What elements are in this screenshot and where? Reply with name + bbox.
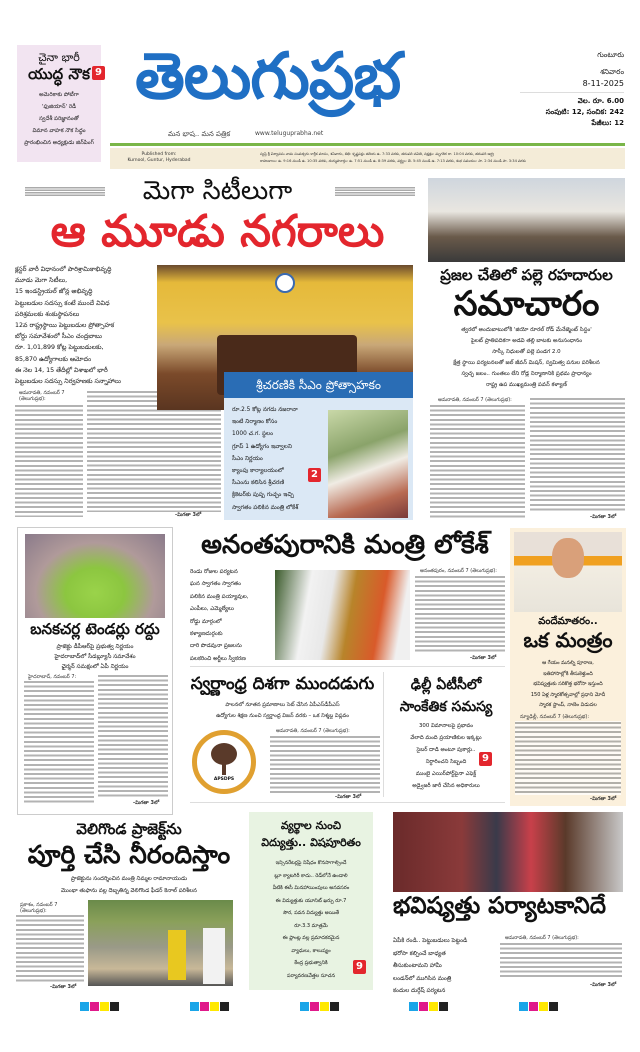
highlight: క్లస్టర్ వారీ విధానంలో పారిశ్రామికాభివృద్ధి [15,266,112,273]
subhead: ఛైర్మన్ సమక్షంలో ఏపీ నిర్ణయం [61,664,129,670]
page-badge: 9 [92,66,105,80]
bullet: స్వాగతం పలికిన మంత్రి లోకేశ్ [232,504,299,511]
bullet: వీటికి ఈసీ మినహాయింపులు అనవసరం [272,885,350,891]
highlight: 12వ రాష్ట్రస్థాయి పెట్టుబడుల ప్రోత్సాహక [15,322,115,330]
bullet: భరోసా కల్పించే బాధ్యత [393,950,446,957]
registration-mark [409,996,449,1015]
subhead: పాలనలో నూతన ప్రమాణాలు సెట్ చేసిన ఏపీఎస్‌డీపీఎస్ [225,702,340,708]
bullet: రెండు రోజుల పర్యటన [190,569,238,575]
edition-city: గుంటూరు [597,51,624,59]
subhead: ఇతిహాసాల్లోకి తీసుకెళ్తుంది [543,670,593,677]
published-cities: Kurnool, Guntur, Hyderabad [127,158,191,163]
subhead: సాస్కీ నిధులతో పల్లె పండగ 2.0 [492,349,561,355]
promo-title: చైనా భారీ [38,51,80,64]
veligonda-headline: పూర్తి చేసి నీరందిస్తాం [27,840,231,869]
registration-mark [519,996,559,1015]
promo-line: విమాన వాహక నౌక సిద్ధం [32,128,86,134]
bullet: ఇంటి నిర్మాణం కోసం [232,419,278,426]
logo: తెలుగుప్రభ [135,40,401,114]
continued-link[interactable]: -మిగతా 3లో [470,655,497,661]
subhead: స్వచ్ఛ జలం.. గుంతలు లేని రోడ్ల నిర్మాణానికి ప్రథమ ప్రాధాన్యం [461,371,592,377]
edition-date: 8-11-2025 [520,78,624,93]
highlight: పెట్టుబడుల సదస్సు కంటే ముందే వివిధ [15,299,110,307]
published-from [114,152,204,164]
bullet: పర్యావరణవేత్తల సూచన [287,972,335,979]
banakacherla-subs [18,642,172,672]
sricharani-box[interactable] [224,372,413,520]
bullet: క్రికెటర్‌కు పుష్ప గుచ్ఛం ఇచ్చి [232,492,294,499]
subhead: ఆ గేయం మనల్ని పూరాణ, [542,660,594,666]
continued-link[interactable]: -మిగతా 3లో [590,982,617,988]
edition-info [520,50,624,129]
bullet: గ్రూప్ 1 ఉద్యోగం ఇవ్వాలని [232,443,292,450]
delhi-headline [385,674,507,718]
divider [190,802,505,803]
body-text [415,575,505,653]
subhead: 150 ఏళ్ల స్మారకోత్సవాల్లో ప్రధాని మోదీ [530,691,606,698]
banakacherla-story[interactable] [17,527,173,815]
bullet: సౌర, పవన విద్యుత్తు అయితే [282,910,340,916]
person-shape [168,930,186,980]
bullet: క్యాంపు కార్యాలయంలో [232,468,284,475]
bullet: సీఎం నిర్ణయం [232,455,263,462]
bullet: సీఎంను కలిసిన శ్రీచరణి [232,480,285,487]
bullet: ఇన్సినరేటర్లపై నిషేధం కొనసాగాల్సిందే [275,860,347,866]
divider [383,672,384,797]
registration-mark [80,996,120,1015]
pages: పేజీలు: 12 [591,119,624,127]
highlight: ఈ నెల 14, 15 తేదీల్లో విశాఖలో భారీ [15,366,108,374]
panchayat-meeting-photo [428,178,625,262]
registration-mark [190,996,230,1015]
roads-headline: సమాచారం [453,284,600,324]
subhead: పైలట్ ప్రాతిపదికగా అడవి తల్లి బాటకు అనుసంధానం [470,338,583,344]
swarnandhra-headline: స్వర్ణాంధ్ర దిశగా ముందడుగు [190,674,375,694]
bullet: అడ్వైజరీ జారీ చేసిన అధికారులు [412,783,480,789]
tagline: మన భాష.. మన పత్రిక [168,130,231,138]
highlight: పెట్టుబడుల సదస్సు నిర్వహణకు సన్నాహాలు [15,378,121,386]
roads-subs [428,325,625,391]
continued-link[interactable]: -మిగతా 3లో [175,512,202,518]
page-badge: 9 [479,752,492,766]
promo-lines [17,89,101,149]
swarnandhra-subs [185,700,380,722]
body-text [500,942,622,980]
lead-headline: ఆ మూడు నగరాలు [50,206,385,257]
roads-kicker: ప్రజల చేతిలో పల్లె రహదారుల [440,266,613,284]
headline-line: వ్యర్థాల నుంచి [280,819,342,832]
bullet: 300 విమానాలపై ప్రభావం [418,723,474,729]
promo-line: 'ఫుజియాన్' రెడీ [41,104,77,110]
price: వెల. రూ. 6.00 [577,97,624,105]
logo-text: APSDPS [213,777,235,782]
tourism-dateline: అమరావతి, నవంబర్ 7 (తెలుగుప్రభ): [505,935,579,941]
bullet: సైబర్ దాడి అంటూ పుకార్లు.. [416,747,476,753]
bullet: పలికిన మంత్రి పయ్యావుల, [190,593,249,600]
lead-highlights [15,264,155,387]
bullet: కళ్యాణదుర్గంకు [190,631,223,638]
info-bar [110,148,625,169]
headline-line: ఢిల్లీ ఏటీసీలో [410,677,482,693]
bullet: ఎంపీలు, ఎమ్మెల్యేలు [190,606,234,613]
headline-line: సాంకేతిక సమస్య [399,699,493,715]
subhead: ప్రాజెక్టు డీపీఆర్‌పై ప్రభుత్వ నిర్ణయం [56,644,134,650]
vandemataram-headline: ఒక మంత్రం [523,628,613,652]
highlight: మూడు మెగా సిటీలు, [15,277,68,285]
highlight: బోర్డు సమావేశంలో సీఎం చంద్రబాబు [15,333,102,341]
bullet: రూ.2.5 కోట్ల నగదు నజరానా [232,407,298,413]
subhead: భవిష్యత్తుకు సరికొత్త భరోసా ఇస్తుంది [533,681,603,687]
bullet: ఏపీకి రండి.. పెట్టుబడులు పెట్టండి [393,938,468,944]
vandemataram-kicker: వందేమాతరం.. [538,616,598,627]
green-rule [110,143,625,146]
body-text [15,404,83,517]
continued-link[interactable]: -మిగతా 3లో [590,796,617,802]
bullet: దారి పొడవునా ప్రజలను [190,643,242,650]
bullet: వేలాది మంది ప్రయాణికుల ఇక్కట్లు [410,735,482,741]
body-text [24,680,94,805]
person-shape [203,928,225,984]
promo-line: స్వదేశీ పరిజ్ఞానంతో [39,116,79,122]
body-text [98,674,168,798]
panchangam-line: స్వస్తి శ్రీ విశ్వావసు నామ సంవత్సరం కార్తీక మాసం, శనివారం, తిథి: కృష్ణపక్షం తదియ ఉ. 7:33 వరకు, తదుపరి చవితి, నక్షత్రం: మృగశిర రా. 10:04 వరకు, తదుపరి ఆర్ద్ర [260,152,495,156]
bullet: వ్యాధులు, కాలుష్యం [291,947,331,954]
body-text [515,721,621,795]
swarnandhra-dateline: అమరావతి, నవంబర్ 7 (తెలుగుప్రభ): [276,728,350,734]
highlight: 15 ఇండస్ట్రియల్ జోన్ల అభివృద్ధి [15,288,93,296]
continued-link[interactable]: -మిగతా 3లో [133,800,160,806]
body-text [16,914,84,984]
published-label: Published from: [141,152,177,157]
headline-line: విద్యుత్తు.. విషపూరితం [261,836,361,849]
bullet: తీసుకుంటామని హామీ [393,963,442,969]
face-shape [552,538,584,578]
roads-dateline: అమరావతి, నవంబర్ 7 (తెలుగుప్రభ): [438,397,512,403]
highlight: పరిశ్రమలకు శంకుస్థాపనలు [15,310,80,318]
promo-line: ప్రారంభించిన అధ్యక్షుడు జిన్‌పింగ్ [24,140,94,146]
bullet: కందుల దుర్గేష్ పర్యటన [393,988,446,994]
bullet: బ్లూ క్యాటగిరీ కాదు.. రెడ్‌లోనే ఉండాలి [274,872,348,879]
lokesh-photo [275,570,410,660]
vandemataram-box[interactable] [510,528,626,806]
london-meeting-photo [393,812,623,892]
veligonda-photo [88,900,233,986]
bullet: రోడ్డు మార్గంలో [190,618,222,625]
modi-photo [514,532,622,612]
subhead: మొంథా తుఫాను వల్ల దెబ్బతిన్న వెలిగొండ ఫీడర్ కెనాల్ పరిశీలన [61,888,197,894]
bullet: రూ.3.3 మాత్రమే [294,922,328,929]
vandemataram-dateline: న్యూఢిల్లీ, నవంబర్ 7 (తెలుగుప్రభ): [520,714,590,720]
promo-line: అమెరికాకు పోటీగా [39,92,79,98]
lokesh-dateline: అనంతపురం, నవంబర్ 7 (తెలుగుప్రభ): [420,568,497,574]
lead-dateline: అమరావతి, నవంబర్ 7 (తెలుగుప్రభ): [19,390,83,402]
lead-kicker: మెగా సిటీలుగా [142,176,293,206]
lokesh-lines [190,566,275,665]
body-text [530,397,625,512]
promo-box[interactable] [17,45,101,162]
body-text [270,735,380,793]
tourism-lines [393,935,493,998]
subhead: ప్రాజెక్టును సందర్శించిన మంత్రి నిమ్మల రామానాయుడు [70,876,188,882]
panchangam-line: రాహుకాలం: ఉ. 9:16 నుండి ఉ. 10:35 వరకు, దుర్ముహూర్తం: ఉ. 7:51 నుండి ఉ. 8:39 వరకు, వర్జ్యం: తె. 5:45 నుండి ఉ. 7:13 వరకు, శుభ సమయం: సా. 2:34 నుండి సా. 3:34 వరకు [260,159,526,163]
vandemataram-subs [510,658,626,711]
registration-mark [300,996,340,1015]
bullet: ఈ ప్లాంట్ల వల్ల ప్రమాదకరమైన [282,935,340,941]
tourism-headline: భవిష్యత్తు పర్యాటకానిదే [393,893,606,919]
subhead: స్మారక స్టాంప్, నాణెం విడుదల [539,702,597,708]
edition-day: శనివారం [600,68,624,76]
sricharani-lines [232,404,332,514]
page-badge: 9 [353,960,366,974]
highlight: రూ. 1,01,899 కోట్ల పెట్టుబడులకు, [15,344,104,352]
continued-link[interactable]: -మిగతా 3లో [590,514,617,520]
bullet: కేంద్ర ప్రభుత్వానికి [294,960,328,966]
bullet: ఘన స్వాగతం స్వాగతం [190,581,241,588]
bullet: నిర్ధారించని సిబ్బంది [425,759,467,765]
sricharani-photo [328,410,408,518]
body-text [430,404,525,520]
bullet: ఈ విద్యుత్తుకు యూనిట్ ఖర్చు రూ.7 [275,897,347,904]
veligonda-dateline: ప్రకాశం, నవంబర్ 7 (తెలుగుప్రభ): [20,902,58,914]
continued-link[interactable]: -మిగతా 3లో [50,984,77,990]
tree-icon [211,743,237,765]
continued-link[interactable]: -మిగతా 3లో [335,794,362,800]
bullet: పలకరించి అర్జీలు స్వీకరణ [190,655,246,662]
subhead: త్వరలో అందుబాటులోకి 'జియో రూరల్ రోడ్ మేనేజ్మెంట్ సిస్టం' [461,327,592,333]
veligonda-kicker: వెలిగొండ ప్రాజెక్ట్‌ను [76,820,182,838]
emblem-icon [275,273,295,293]
waste-headline [249,817,373,851]
highlight: 85,870 ఉద్యోగాలకు ఆమోదం [15,355,92,363]
volume: సంపుటి: 12, సంచిక: 242 [545,108,624,116]
panchangam [260,151,620,165]
subhead: హైదరాబాద్‌లో సీడబ్ల్యూసీ సమావేశం [54,654,136,660]
banakacherla-dateline: హైదరాబాద్, నవంబర్ 7: [28,674,77,680]
website-url[interactable]: www.teluguprabha.net [255,130,324,137]
tree-trunk [222,763,226,775]
divider [190,666,505,667]
apsdps-logo [192,730,256,794]
sricharani-banner: శ్రీచరణికి సీఎం ప్రోత్సాహకం [224,372,413,398]
bullet: ముంబై ఎయిర్‌పోర్ట్‌పైనా ఎఫెక్ట్ [415,771,477,777]
subhead: ఉద్యోగుల శిక్షణ నుంచి స్వర్ణాంధ్ర విజన్ వరకు – ఒక నిశ్శబ్ద విప్లవం [216,713,349,719]
promo-title: యుద్ధ నౌక [28,65,90,83]
dam-photo [25,534,165,618]
veligonda-subs [15,873,243,897]
subhead: క్షేత్ర స్థాయి పర్యటనలతో జల్ జీవన్ మిషన్, స్వమిత్వ పనుల పరిశీలన [453,360,600,366]
lokesh-headline: అనంతపురానికి మంత్రి లోకేశ్ [201,530,489,560]
page-badge: 2 [308,468,321,482]
bullet: లండన్‌లో ముగిసిన మంత్రి [393,975,452,982]
subhead: రాష్ట్ర ఉప ముఖ్యమంత్రి పవన్ కళ్యాణ్ [486,382,567,388]
bullet: 1000 చ.గ. స్థలం [232,431,274,438]
waste-box[interactable] [249,812,373,990]
banakacherla-headline: బనకచర్ల టెండర్లు రద్దు [30,620,160,638]
